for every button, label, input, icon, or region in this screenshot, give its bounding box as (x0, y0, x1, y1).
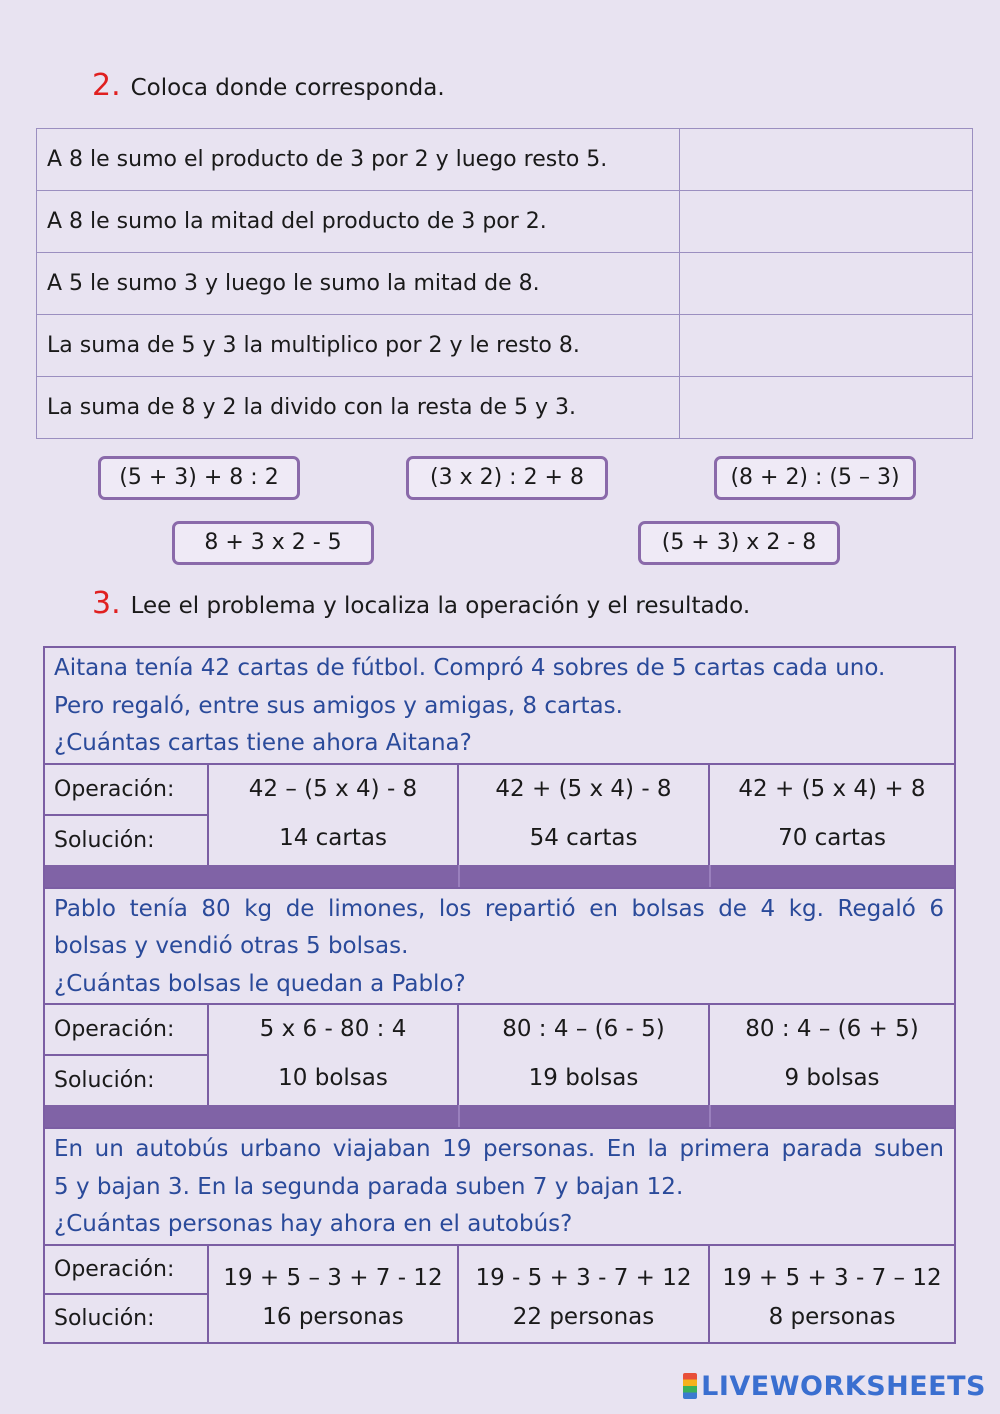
option-operation[interactable]: 80 : 4 – (6 + 5) (745, 1016, 919, 1042)
option-operation[interactable]: 80 : 4 – (6 - 5) (502, 1016, 665, 1042)
operation-label: Operación: (54, 1256, 175, 1282)
options-grid (45, 1003, 954, 1105)
problem-line: Pero regaló, entre sus amigos y amigas, 8 cartas. (54, 692, 623, 719)
statement-cell: A 8 le sumo la mitad del producto de 3 por 2. (37, 191, 680, 253)
draggable-expression-chip[interactable]: 8 + 3 x 2 - 5 (172, 521, 374, 565)
draggable-expression-chip[interactable]: (5 + 3) + 8 : 2 (98, 456, 300, 500)
option-cell[interactable] (459, 1246, 710, 1342)
problem-question: ¿Cuántas cartas tiene ahora Aitana? (54, 730, 472, 756)
table-row (37, 377, 973, 439)
option-cell[interactable] (710, 1005, 954, 1105)
option-operation[interactable]: 19 + 5 – 3 + 7 - 12 (223, 1264, 443, 1291)
statement-cell: La suma de 8 y 2 la divido con la resta de 5 y 3. (37, 377, 680, 439)
option-operation[interactable]: 19 + 5 + 3 - 7 – 12 (722, 1264, 942, 1291)
problem-line: 5 y bajan 3. En la segunda parada suben 7 y bajan 12. (54, 1173, 684, 1200)
option-solution[interactable]: 9 bolsas (784, 1065, 880, 1091)
matching-table (36, 128, 973, 439)
answer-drop-slot[interactable] (680, 191, 973, 253)
option-solution[interactable]: 10 bolsas (278, 1065, 388, 1091)
operation-label: Operación: (54, 776, 175, 802)
options-grid (45, 763, 954, 865)
exercise-2-number: 2. (92, 68, 121, 103)
solution-label: Solución: (45, 814, 207, 865)
problem-statement (45, 648, 954, 763)
options-grid (45, 1244, 954, 1342)
table-row (37, 129, 973, 191)
option-operation[interactable]: 19 - 5 + 3 - 7 + 12 (475, 1264, 692, 1291)
option-solution[interactable]: 19 bolsas (528, 1065, 639, 1091)
operation-label: Operación: (54, 1017, 175, 1042)
exercise-2-title: Coloca donde corresponda. (130, 75, 445, 101)
table-row (37, 315, 973, 377)
problem-statement (45, 889, 954, 1004)
row-labels (45, 1005, 209, 1105)
problem-question: ¿Cuántas bolsas le quedan a Pablo? (54, 970, 466, 997)
draggable-expression-chip[interactable]: (5 + 3) x 2 - 8 (638, 521, 840, 565)
answer-drop-slot[interactable] (680, 377, 973, 439)
problem-line: Aitana tenía 42 cartas de fútbol. Compró 4 sobres de 5 cartas cada uno. (54, 655, 886, 681)
solution-label: Solución: (45, 1054, 207, 1105)
statement-cell: La suma de 5 y 3 la multiplico por 2 y le resto 8. (37, 315, 680, 377)
problem-block (45, 648, 954, 887)
problem-line: Pablo tenía 80 kg de limones, los repartió en bolsas de 4 kg. Regaló 6 (54, 895, 944, 922)
option-solution[interactable]: 16 personas (262, 1303, 404, 1330)
problem-block (45, 887, 954, 1128)
exercise-3-heading (92, 586, 750, 621)
option-solution[interactable]: 14 cartas (279, 824, 387, 851)
problem-line: bolsas y vendió otras 5 bolsas. (54, 933, 409, 959)
answer-drop-slot[interactable] (680, 129, 973, 191)
answer-drop-slot[interactable] (680, 253, 973, 315)
option-operation[interactable]: 42 + (5 x 4) + 8 (738, 775, 926, 802)
exercise-3-title: Lee el problema y localiza la operación y el resultado. (130, 593, 751, 619)
table-row (37, 191, 973, 253)
row-labels (45, 1246, 209, 1342)
option-solution[interactable]: 54 cartas (529, 824, 638, 851)
option-solution[interactable]: 8 personas (768, 1303, 896, 1330)
problem-block (45, 1127, 954, 1342)
liveworksheets-logo (683, 1371, 986, 1402)
separator-band (45, 865, 954, 887)
statement-cell: A 5 le sumo 3 y luego le sumo la mitad de 8. (37, 253, 680, 315)
solution-label: Solución: (45, 1293, 207, 1342)
statement-cell: A 8 le sumo el producto de 3 por 2 y luego resto 5. (37, 129, 680, 191)
option-cell[interactable] (209, 1005, 459, 1105)
option-cell[interactable] (710, 1246, 954, 1342)
exercise-2-heading (92, 68, 445, 103)
option-cell[interactable] (459, 1005, 710, 1105)
problem-statement (45, 1129, 954, 1244)
draggable-expression-chip[interactable]: (8 + 2) : (5 – 3) (714, 456, 916, 500)
logo-mark-icon (683, 1373, 697, 1399)
row-labels (45, 765, 209, 865)
option-operation[interactable]: 42 – (5 x 4) - 8 (248, 775, 418, 802)
table-row (37, 253, 973, 315)
answer-drop-slot[interactable] (680, 315, 973, 377)
option-solution[interactable]: 70 cartas (778, 824, 886, 851)
option-cell[interactable] (209, 1246, 459, 1342)
separator-band (45, 1105, 954, 1127)
option-cell[interactable] (459, 765, 710, 865)
exercise-3-number: 3. (92, 586, 121, 621)
problems-table (43, 646, 956, 1344)
option-operation[interactable]: 5 x 6 - 80 : 4 (259, 1016, 407, 1042)
problem-question: ¿Cuántas personas hay ahora en el autobús? (54, 1211, 573, 1237)
logo-text: LIVEWORKSHEETS (701, 1371, 986, 1402)
option-operation[interactable]: 42 + (5 x 4) - 8 (495, 775, 672, 802)
draggable-expression-chip[interactable]: (3 x 2) : 2 + 8 (406, 456, 608, 500)
option-cell[interactable] (209, 765, 459, 865)
option-cell[interactable] (710, 765, 954, 865)
problem-line: En un autobús urbano viajaban 19 personas. En la primera parada suben (54, 1136, 944, 1162)
option-solution[interactable]: 22 personas (512, 1303, 655, 1330)
